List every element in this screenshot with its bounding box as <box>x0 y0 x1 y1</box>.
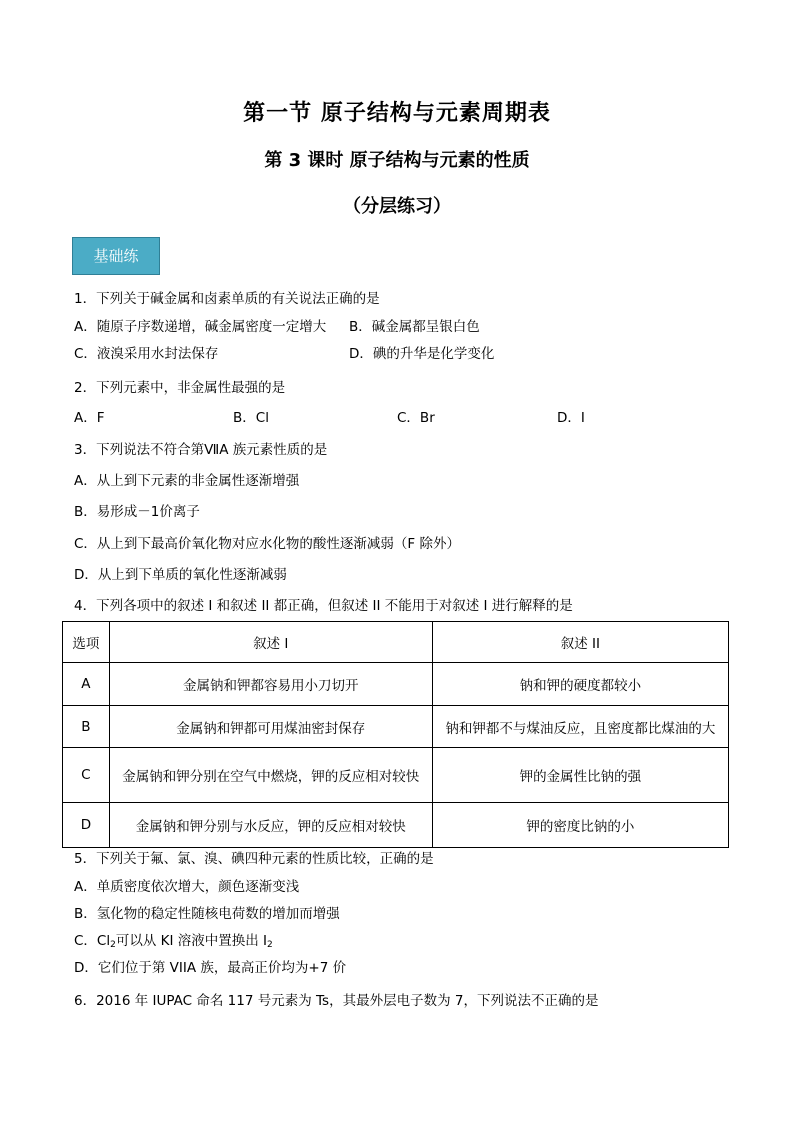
header-option: 选项 <box>63 622 110 663</box>
row-c-statement-2: 钾的金属性比钠的强 <box>432 748 728 803</box>
q3-option-b: B．易形成－1价离子 <box>74 504 200 520</box>
q3-option-a: A．从上到下元素的非金属性逐渐增强 <box>74 473 300 489</box>
q5-option-c <box>74 932 273 954</box>
row-a-option: A <box>63 663 110 706</box>
q1-option-a: A．随原子序数递增，碱金属密度一定增大 <box>74 319 327 335</box>
q5-c-prefix: C．Cl <box>74 933 111 949</box>
row-c-statement-1: 金属钠和钾分别在空气中燃烧，钾的反应相对较快 <box>109 748 432 803</box>
q2-stem: 2．下列元素中，非金属性最强的是 <box>74 380 286 396</box>
q2-option-b: B．Cl <box>233 410 269 426</box>
q2-option-d: D．I <box>557 410 585 426</box>
q5-c-subscript-1: 2 <box>110 940 116 950</box>
q3-stem: 3．下列说法不符合第ⅦA 族元素性质的是 <box>74 442 328 458</box>
q5-option-a: A．单质密度依次增大，颜色逐渐变浅 <box>74 879 300 895</box>
practice-subtitle: （分层练习） <box>343 196 451 217</box>
row-a-statement-2: 钠和钾的硬度都较小 <box>432 663 728 706</box>
row-a-statement-1: 金属钠和钾都容易用小刀切开 <box>109 663 432 706</box>
q3-option-c: C．从上到下最高价氧化物对应水化物的酸性逐渐减弱（F 除外） <box>74 536 460 552</box>
q3-option-d: D．从上到下单质的氧化性逐渐减弱 <box>74 567 287 583</box>
section-title: 第一节 原子结构与元素周期表 <box>243 101 551 126</box>
q2-option-c: C．Br <box>397 410 435 426</box>
q2-option-a: A．F <box>74 410 105 426</box>
row-d-statement-1: 金属钠和钾分别与水反应，钾的反应相对较快 <box>109 803 432 848</box>
header-statement-1: 叙述 I <box>109 622 432 663</box>
q5-option-d: D．它们位于第 VIIA 族，最高正价均为+7 价 <box>74 960 347 976</box>
row-b-statement-2: 钠和钾都不与煤油反应，且密度都比煤油的大 <box>432 706 728 748</box>
row-d-option: D <box>63 803 110 848</box>
basic-practice-badge: 基础练 <box>72 237 160 275</box>
q1-option-b: B．碱金属都呈银白色 <box>349 319 480 335</box>
row-d-statement-2: 钾的密度比钠的小 <box>432 803 728 848</box>
q1-stem: 1．下列关于碱金属和卤素单质的有关说法正确的是 <box>74 291 380 307</box>
q1-option-c: C．液溴采用水封法保存 <box>74 346 219 362</box>
table-row <box>63 706 729 748</box>
q1-option-d: D．碘的升华是化学变化 <box>349 346 495 362</box>
q6-stem: 6．2016 年 IUPAC 命名 117 号元素为 Ts，其最外层电子数为 7，下列说法不正确的是 <box>74 993 599 1009</box>
row-b-statement-1: 金属钠和钾都可用煤油密封保存 <box>109 706 432 748</box>
header-statement-2: 叙述 II <box>432 622 728 663</box>
table-row <box>63 803 729 848</box>
lesson-title: 第 3 课时 原子结构与元素的性质 <box>264 150 530 171</box>
table-header-row <box>63 622 729 663</box>
row-b-option: B <box>63 706 110 748</box>
q4-stem: 4．下列各项中的叙述 I 和叙述 II 都正确，但叙述 II 不能用于对叙述 I 进行解释的是 <box>74 598 573 614</box>
table-row <box>63 748 729 803</box>
q5-c-subscript-2: 2 <box>267 940 273 950</box>
q5-c-middle: 可以从 KI 溶液中置换出 I <box>115 933 268 949</box>
q5-option-b: B．氢化物的稳定性随核电荷数的增加而增强 <box>74 906 340 922</box>
row-c-option: C <box>63 748 110 803</box>
table-row <box>63 663 729 706</box>
q5-stem: 5．下列关于氟、氯、溴、碘四种元素的性质比较，正确的是 <box>74 851 434 867</box>
q4-table <box>62 621 729 848</box>
